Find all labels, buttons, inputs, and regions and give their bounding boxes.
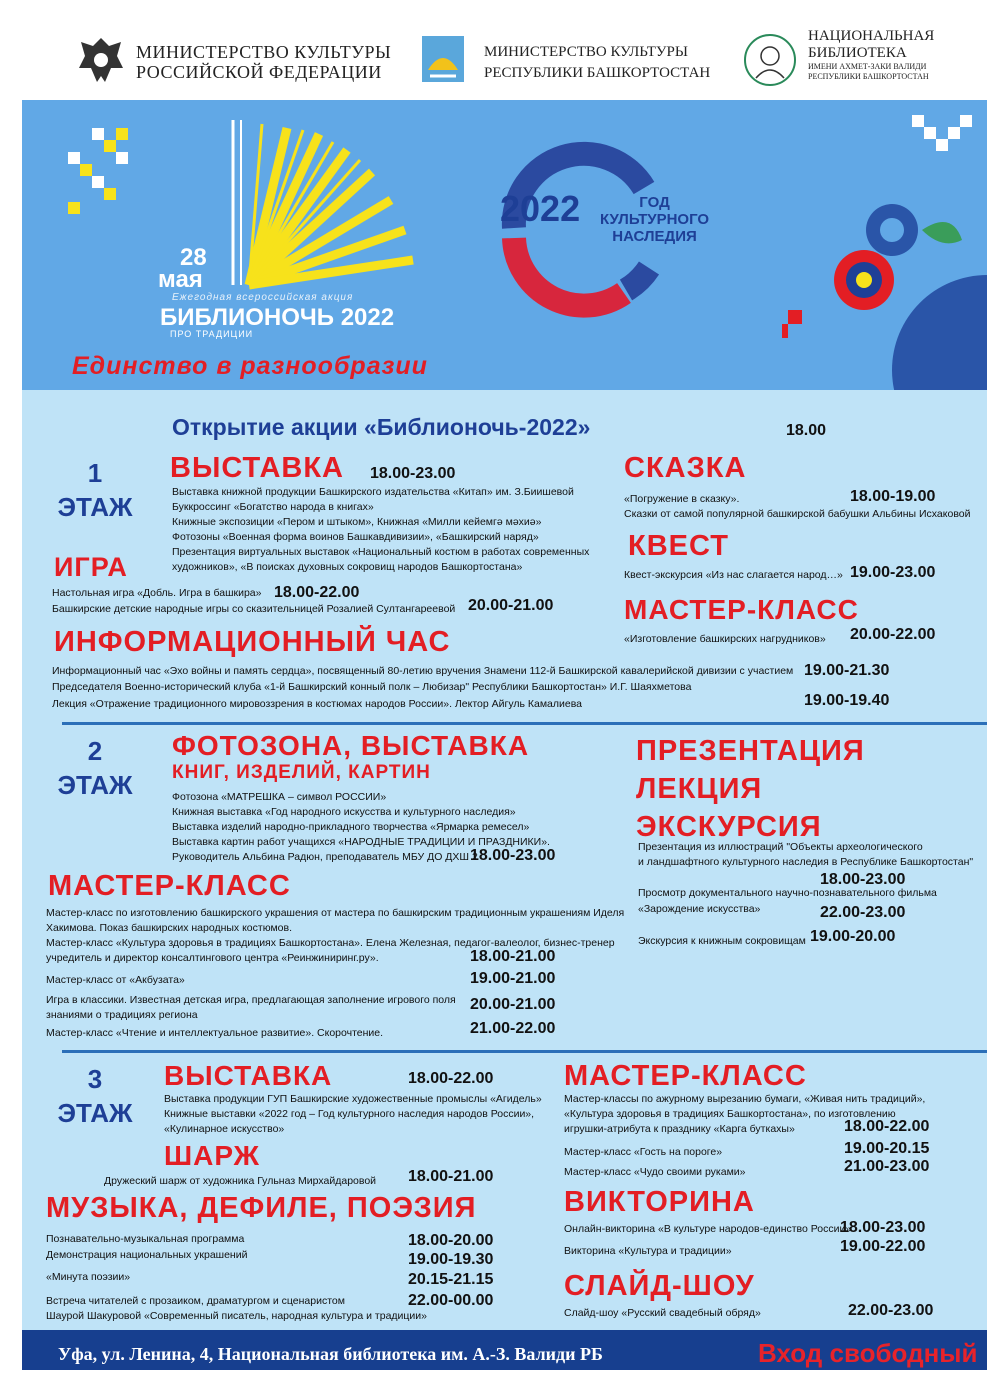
header xyxy=(0,0,1000,100)
f3-sharzh-time: 18.00-21.00 xyxy=(408,1168,494,1185)
f2-master-intro: Мастер-класс по изготовлению башкирского украшения от мастера по башкирским традиционным украшениям Иделя Хакимова. Показ башкирских народных костюмов. Мастер-класс «Культура здоровья в традициях Башкортостана». Елена Железная, педагог-валеолог, бизнес-тренер учредитель и директор консалтингового центра «Реинжиниринг.ру». xyxy=(46,907,625,964)
f3-vystavka-time: 18.00-22.00 xyxy=(408,1070,494,1087)
year-text: ГОД КУЛЬТУРНОГО НАСЛЕДИЯ xyxy=(600,194,710,245)
f3-slide-title: СЛАЙД-ШОУ xyxy=(564,1270,755,1302)
ministry-rf: МИНИСТЕРСТВО КУЛЬТУРЫ РОССИЙСКОЙ ФЕДЕРАЦИИ xyxy=(136,42,392,82)
coat-of-arms-icon xyxy=(75,34,127,86)
f3-quiz-title: ВИКТОРИНА xyxy=(564,1186,755,1218)
f1-info-line1: Информационный час «Эхо войны и память сердца», посвященный 80-летию вручения Знамени 112-й Башкирской кавалерийской дивизии с участием xyxy=(52,665,794,677)
f3-master-item1: Мастер-класс «Гость на пороге» xyxy=(564,1146,723,1158)
separator xyxy=(62,1050,987,1053)
motto: Единство в разнообразии xyxy=(72,352,428,380)
folk-ornament-icon xyxy=(782,160,987,390)
f2-pres-titles: ПРЕЗЕНТАЦИЯ ЛЕКЦИЯ ЭКСКУРСИЯ xyxy=(636,735,865,843)
f2-pres-line2: и ландшафтного культурного наследия в Республике Башкортостан" xyxy=(638,856,974,868)
f3-quiz-item2: Викторина «Культура и традиции» xyxy=(564,1245,732,1257)
f3-music-time1: 18.00-20.00 xyxy=(408,1232,494,1249)
f2-master-item2: Игра в классики. Известная детская игра, предлагающая заполнение игрового поля знаниями о традициях региона xyxy=(46,994,456,1021)
f2-master-item3: Мастер-класс «Чтение и интеллектуальное развитие». Скорочтение. xyxy=(46,1027,384,1039)
library-logo-icon xyxy=(738,32,802,88)
free-entry: Вход свободный xyxy=(758,1338,978,1368)
f1-info-time1: 19.00-21.30 xyxy=(804,662,890,679)
f2-master-title: МАСТЕР-КЛАСС xyxy=(48,870,291,902)
f2-master-time0: 18.00-21.00 xyxy=(470,948,556,965)
banner xyxy=(22,100,987,390)
f1-skazka-line2: Сказки от самой популярной башкирской бабушки Альбины Исхаковой xyxy=(624,508,971,520)
f1-kvest-time: 19.00-23.00 xyxy=(850,564,936,581)
f1-master-line: «Изготовление башкирских нагрудников» xyxy=(624,633,826,645)
f1-igra-item2: Башкирские детские народные игры со сказительницей Розалией Султангареевой xyxy=(52,603,456,615)
event-subtitle: ПРО ТРАДИЦИИ xyxy=(170,329,254,339)
f1-skazka-line1: «Погружение в сказку». xyxy=(624,493,740,505)
f3-slide-line: Слайд-шоу «Русский свадебный обряд» xyxy=(564,1307,761,1319)
f3-slide-time: 22.00-23.00 xyxy=(848,1302,934,1319)
f3-master-time0: 18.00-22.00 xyxy=(844,1118,930,1135)
f3-music-item1: Познавательно-музыкальная программа xyxy=(46,1233,245,1245)
f3-sharzh-title: ШАРЖ xyxy=(164,1140,260,1171)
f3-quiz-item1: Онлайн-викторина «В культуре народов-единство России» xyxy=(564,1223,852,1235)
f2-pres-line4: «Зарождение искусства» xyxy=(638,903,761,915)
f2-pres-time2: 22.00-23.00 xyxy=(820,904,906,921)
f3-music-item4: Встреча читателей с прозаиком, драматургом и сценаристом Шаурой Шакуровой «Современный писатель, народная культура и традиции» xyxy=(46,1295,427,1322)
f1-vystavka-lines: Выставка книжной продукции Башкирского издательства «Китап» им. З.Биишевой Буккроссинг «Богатство народа в книгах» Книжные экспозиции «Пером и штыком», Книжная «Милли кейемгә мәхиә» Фотозоны «Военная форма воинов Башкавдивизии», «Башкирский наряд» Презентация виртуальных выставок «Национальный костюм в работах современных художников», «В поисках духовных сокровищ народов Башкортостана» xyxy=(172,486,590,573)
f1-info-title: ИНФОРМАЦИОННЫЙ ЧАС xyxy=(54,626,451,658)
f2-pres-time1: 18.00-23.00 xyxy=(820,871,906,888)
floor3-label: 3 ЭТАЖ xyxy=(57,1064,133,1128)
f3-quiz-time1: 18.00-23.00 xyxy=(840,1219,926,1236)
date-number: 28 xyxy=(180,244,207,271)
f3-vystavka-lines: Выставка продукции ГУП Башкирские художественные промыслы «Агидель» Книжные выставки «2022 год – Год культурного наследия народов России», «Кулинарное искусство» xyxy=(164,1093,542,1135)
f2-pres-line3: Просмотр документального научно-познавательного фильма xyxy=(638,887,937,899)
f1-igra-time2: 20.00-21.00 xyxy=(468,597,554,614)
f3-music-time3: 20.15-21.15 xyxy=(408,1271,494,1288)
poster xyxy=(22,100,987,1368)
f1-info-line2: Председателя Военно-исторический клуба «1-й Башкирский конный полк – Любизар" Республики Башкортостан» И.Г. Шаяхметова xyxy=(52,681,692,693)
f3-music-time2: 19.00-19.30 xyxy=(408,1251,494,1268)
ministry-rb: МИНИСТЕРСТВО КУЛЬТУРЫ РЕСПУБЛИКИ БАШКОРТОСТАН xyxy=(484,44,711,81)
footer-address: Уфа, ул. Ленина, 4, Национальная библиотека им. А.-З. Валиди РБ xyxy=(58,1344,603,1364)
f3-master-lines: Мастер-классы по ажурному вырезанию бумаги, «Живая нить традиций», «Культура здоровья в традициях Башкортостана», по изготовлению игрушки-атрибута к празднику «Карга буткахы» xyxy=(564,1093,926,1135)
f1-skazka-title: СКАЗКА xyxy=(624,452,747,484)
tagline: Ежегодная всероссийская акция xyxy=(172,292,354,303)
f1-info-time3: 19.00-19.40 xyxy=(804,692,890,709)
year-number: 2022 xyxy=(500,188,581,229)
f3-master-time1: 19.00-20.15 xyxy=(844,1140,930,1157)
opening-title: Открытие акции «Библионочь-2022» xyxy=(172,414,591,440)
f3-music-time4: 22.00-00.00 xyxy=(408,1292,494,1309)
f2-master-time1: 19.00-21.00 xyxy=(470,970,556,987)
f3-vystavka-title: ВЫСТАВКА xyxy=(164,1060,333,1091)
f1-master-time: 20.00-22.00 xyxy=(850,626,936,643)
f1-skazka-time: 18.00-19.00 xyxy=(850,488,936,505)
f3-master-title: МАСТЕР-КЛАСС xyxy=(564,1060,807,1092)
f2-pres-line1: Презентация из иллюстраций "Объекты археологического xyxy=(638,841,923,853)
sunburst-logo-icon xyxy=(227,120,417,290)
f2-master-item1: Мастер-класс от «Акбузата» xyxy=(46,974,185,986)
f2-pres-line5: Экскурсия к книжным сокровищам xyxy=(638,935,806,947)
f1-igra-title: ИГРА xyxy=(54,552,128,582)
f2-foto-lines: Фотозона «МАТРЕШКА – символ РОССИИ» Книжная выставка «Год народного искусства и культурного наследия» Выставка изделий народно-прикладного творчества «Ярмарка ремесел» Выставка картин работ учащихся «НАРОДНЫЕ ТРАДИЦИИ И ПРАЗДНИКИ». Руководитель Альбина Радюн, преподаватель МБУ ДО ДХШ 2 xyxy=(172,791,550,863)
f2-foto-subtitle: КНИГ, ИЗДЕЛИЙ, КАРТИН xyxy=(172,762,431,783)
separator xyxy=(62,722,987,725)
f2-pres-time3: 19.00-20.00 xyxy=(810,928,896,945)
f3-master-time2: 21.00-23.00 xyxy=(844,1158,930,1175)
f2-foto-title: ФОТОЗОНА, ВЫСТАВКА xyxy=(172,730,530,761)
national-library: НАЦИОНАЛЬНАЯ БИБЛИОТЕКА ИМЕНИ АХМЕТ-ЗАКИ ВАЛИДИ РЕСПУБЛИКИ БАШКОРТОСТАН xyxy=(808,28,935,81)
f3-sharzh-line: Дружеский шарж от художника Гульназ Мирхайдаровой xyxy=(104,1175,377,1187)
opening-time: 18.00 xyxy=(786,422,827,439)
f1-kvest-title: КВЕСТ xyxy=(628,530,729,562)
f3-music-item3: «Минута поэзии» xyxy=(46,1271,131,1283)
f1-igra-time1: 18.00-22.00 xyxy=(274,584,360,601)
f3-music-title: МУЗЫКА, ДЕФИЛЕ, ПОЭЗИЯ xyxy=(46,1192,477,1224)
f1-vystavka-title: ВЫСТАВКА xyxy=(170,452,344,484)
date-month: мая xyxy=(158,266,203,293)
f1-info-line3: Лекция «Отражение традиционного мировоззрения в костюмах народов России». Лектор Айгуль Камалиева xyxy=(52,698,583,710)
bashkortostan-emblem-icon xyxy=(422,36,464,82)
f1-igra-item1: Настольная игра «Добль. Игра в башкира» xyxy=(52,587,262,599)
ornament-left-icon xyxy=(52,120,172,230)
f1-vystavka-time: 18.00-23.00 xyxy=(370,465,456,482)
f1-master-title: МАСТЕР-КЛАСС xyxy=(624,594,859,625)
f1-kvest-line: Квест-экскурсия «Из нас слагается народ…» xyxy=(624,569,843,581)
f3-quiz-time2: 19.00-22.00 xyxy=(840,1238,926,1255)
f2-master-time2: 20.00-21.00 xyxy=(470,996,556,1013)
f3-master-item2: Мастер-класс «Чудо своими руками» xyxy=(564,1166,746,1178)
floor1-label: 1 ЭТАЖ xyxy=(57,458,133,522)
f2-master-time3: 21.00-22.00 xyxy=(470,1020,556,1037)
f2-foto-time: 18.00-23.00 xyxy=(470,847,556,864)
f3-music-item2: Демонстрация национальных украшений xyxy=(46,1249,248,1261)
event-title: БИБЛИОНОЧЬ 2022 xyxy=(160,304,395,331)
floor2-label: 2 ЭТАЖ xyxy=(57,736,133,800)
